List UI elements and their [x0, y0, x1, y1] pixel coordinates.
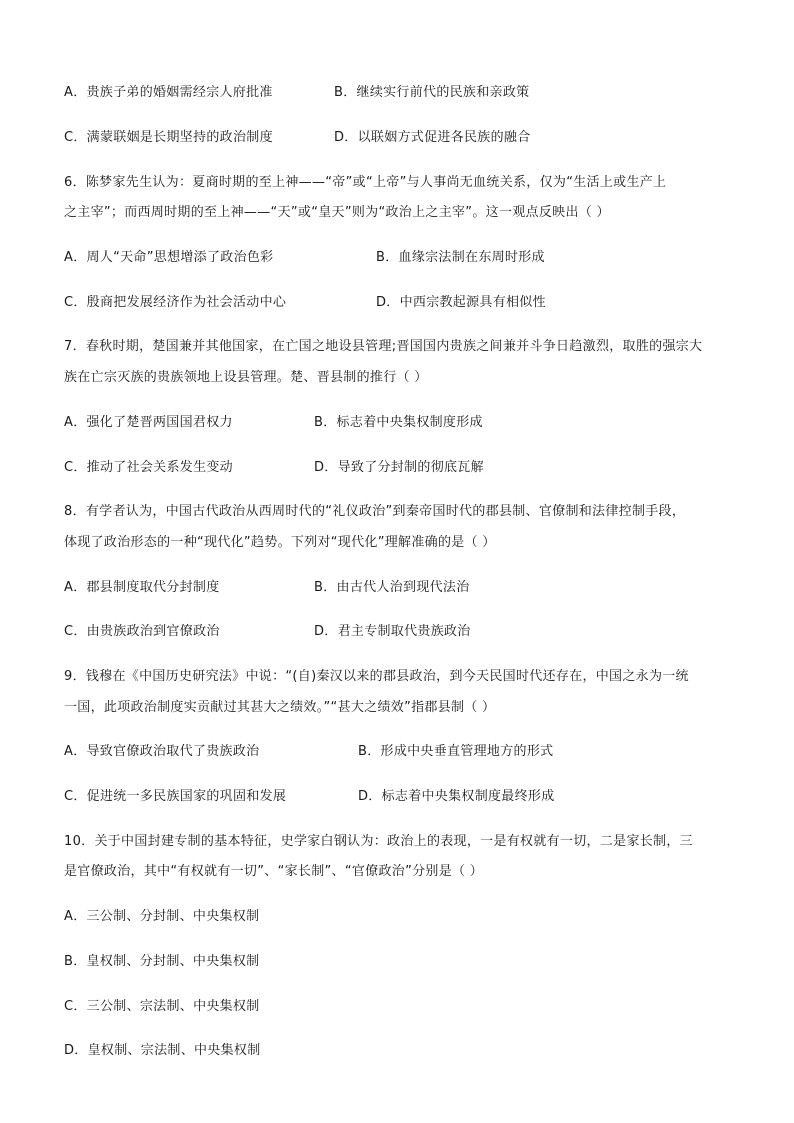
- q6-option-c: C．殷商把发展经济作为社会活动中心: [64, 295, 287, 310]
- q9-option-b: B．形成中央垂直管理地方的形式: [358, 744, 554, 759]
- q10-option-c: C．三公制、宗法制、中央集权制: [64, 999, 260, 1014]
- q7-stem-line2: 族在亡宗灭族的贵族领地上设县管理。楚、晋县制的推行（ ）: [64, 370, 428, 385]
- q7-stem-line1: 7．春秋时期，楚国兼并其他国家，在亡国之地设县管理;晋国国内贵族之间兼并斗争日趋激烈，取胜的强宗大: [64, 339, 703, 354]
- q10-option-d: D．皇权制、宗法制、中央集权制: [64, 1043, 261, 1058]
- q9-option-a: A．导致官僚政治取代了贵族政治: [64, 744, 260, 759]
- q6-option-b: B．血缘宗法制在东周时形成: [376, 250, 545, 265]
- q9-option-c: C．促进统一多民族国家的巩固和发展: [64, 789, 287, 804]
- q8-option-a: A．郡县制度取代分封制度: [64, 580, 220, 595]
- q5-option-b: B．继续实行前代的民族和亲政策: [334, 85, 530, 100]
- q8-option-d: D．君主专制取代贵族政治: [314, 624, 471, 639]
- q10-option-b: B．皇权制、分封制、中央集权制: [64, 954, 260, 969]
- q6-stem-line2: 之主宰”；而西周时期的至上神——“天”或“皇天”则为“政治上之主宰”。这一观点反映出（ ）: [64, 205, 610, 220]
- q9-option-d: D．标志着中央集权制度最终形成: [358, 789, 555, 804]
- q7-option-d: D．导致了分封制的彻底瓦解: [314, 460, 484, 475]
- q8-option-b: B．由古代人治到现代法治: [314, 580, 470, 595]
- q6-stem-line1: 6．陈梦家先生认为：夏商时期的至上神——“帝”或“上帝”与人事尚无血统关系，仅为“生活上或生产上: [64, 175, 667, 190]
- q7-option-a: A．强化了楚晋两国国君权力: [64, 415, 233, 430]
- q7-option-c: C．推动了社会关系发生变动: [64, 460, 233, 475]
- q10-stem-line2: 是官僚政治，其中“有权就有一切”、“家长制”、“官僚政治”分别是（ ）: [64, 864, 484, 879]
- q10-option-a: A．三公制、分封制、中央集权制: [64, 909, 260, 924]
- q8-option-c: C．由贵族政治到官僚政治: [64, 624, 220, 639]
- q10-stem-line1: 10．关于中国封建专制的基本特征，史学家白钢认为：政治上的表现，一是有权就有一切，二是家长制，三: [64, 834, 693, 849]
- q9-stem-line1: 9．钱穆在《中国历史研究法》中说：“(自)秦汉以来的郡县政治，到今天民国时代还存在，中国之永为一统: [64, 669, 689, 684]
- q9-stem-line2: 一国，此项政治制度实贡献过其甚大之绩效。”“甚大之绩效”指郡县制（ ）: [64, 700, 496, 715]
- q5-option-c: C．满蒙联姻是长期坚持的政治制度: [64, 130, 273, 145]
- q7-option-b: B．标志着中央集权制度形成: [314, 415, 483, 430]
- q8-stem-line2: 体现了政治形态的一种“现代化”趋势。下列对“现代化”理解准确的是（ ）: [64, 535, 496, 550]
- q5-option-d: D．以联姻方式促进各民族的融合: [334, 130, 531, 145]
- q6-option-a: A．周人“天命”思想增添了政治色彩: [64, 250, 274, 265]
- q8-stem-line1: 8．有学者认为，中国古代政治从西周时代的“礼仪政治”到秦帝国时代的郡县制、官僚制和法律控制手段，: [64, 504, 686, 519]
- q6-option-d: D．中西宗教起源具有相似性: [376, 295, 546, 310]
- q5-option-a: A．贵族子弟的婚姻需经宗人府批准: [64, 85, 273, 100]
